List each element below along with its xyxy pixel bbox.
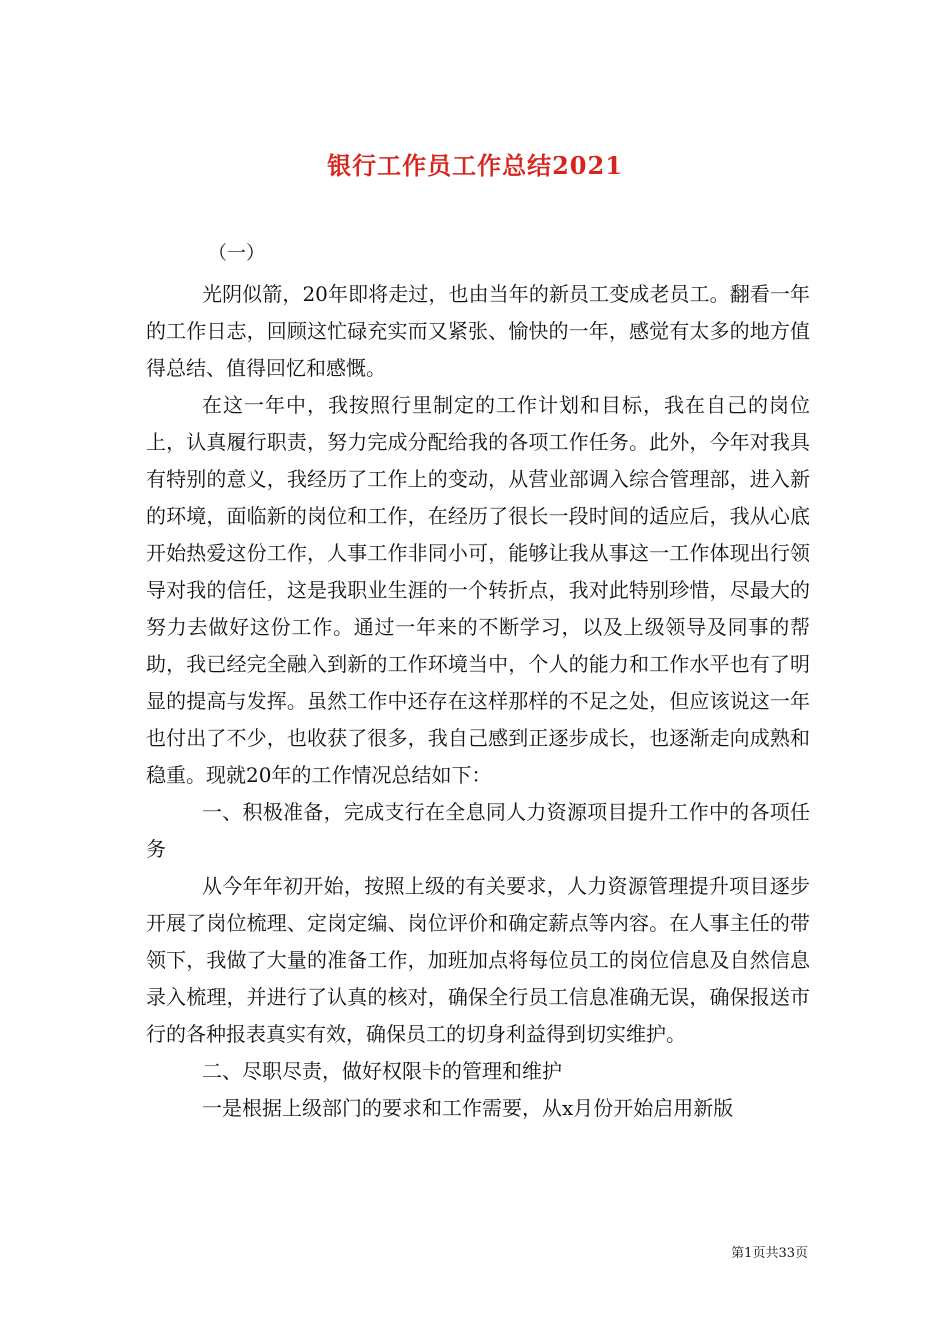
paragraph: 一是根据上级部门的要求和工作需要，从x月份开始启用新版 [202,1096,734,1120]
document-title: 银行工作员工作总结2021 [327,151,623,181]
paragraph: 在这一年中，我按照行里制定的工作计划和目标，我在自己的岗位上，认真履行职责，努力完成分配给我的各项工作任务。此外，今年对我具有特别的意义，我经历了工作上的变动，从营业部调入综合管理部，进入新的环境，面临新的岗位和工作，在经历了很长一段时间的适应后，我从心底开始热爱这份工作，人事工作非同小可，能够让我从事这一工作体现出行领导对我的信任，这是我职业生涯的一个转折点，我对此特别珍惜，尽最大的努力去做好这份工作。通过一年来的不断学习，以及上级领导及同事的帮助，我已经完全融入到新的工作环境当中，个人的能力和工作水平也有了明显的提高与发挥。虽然工作中还存在这样那样的不足之处，但应该说这一年也付出了不少，也收获了很多，我自己感到正逐步成长，也逐渐走向成熟和稳重。现就20年的工作情况总结如下： [146,393,810,787]
document-body [146,276,810,1127]
paragraph: 光阴似箭，20年即将走过，也由当年的新员工变成老员工。翻看一年的工作日志，回顾这忙碌充实而又紧张、愉快的一年，感觉有太多的地方值得总结、值得回忆和感慨。 [146,282,810,380]
section-marker: （一） [208,242,266,264]
section-heading: 二、尽职尽责，做好权限卡的管理和维护 [202,1059,562,1083]
page-number-footer: 第1页共33页 [731,1246,808,1261]
section-heading: 一、积极准备，完成支行在全息同人力资源项目提升工作中的各项任务 [146,800,810,861]
paragraph: 从今年年初开始，按照上级的有关要求，人力资源管理提升项目逐步开展了岗位梳理、定岗定编、岗位评价和确定薪点等内容。在人事主任的带领下，我做了大量的准备工作，加班加点将每位员工的岗位信息及自然信息录入梳理，并进行了认真的核对，确保全行员工信息准确无误，确保报送市行的各种报表真实有效，确保员工的切身利益得到切实维护。 [146,874,810,1046]
